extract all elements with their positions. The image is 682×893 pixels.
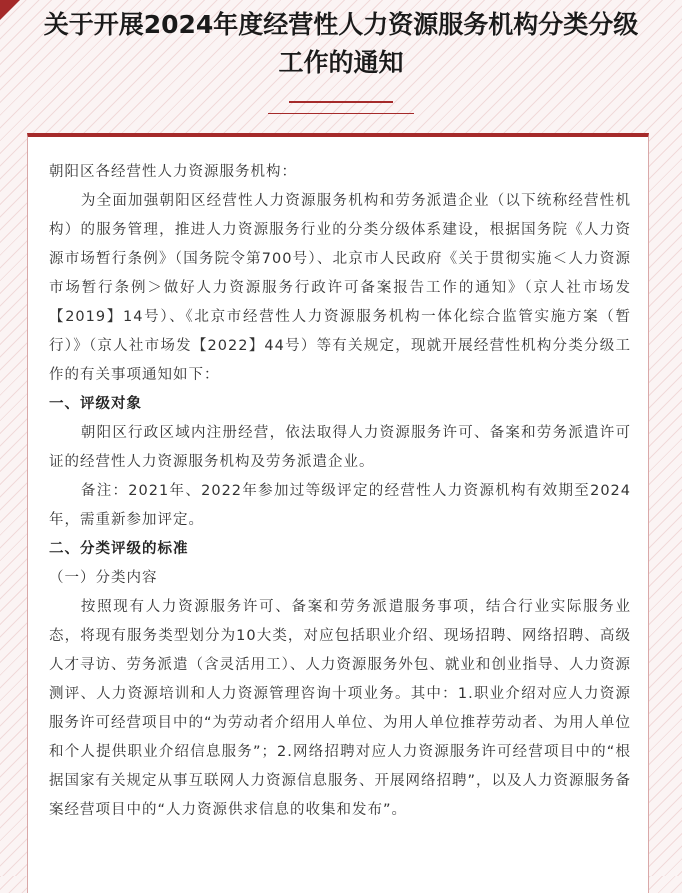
article-body <box>49 158 631 825</box>
section1-paragraph1: 朝阳区行政区域内注册经营，依法取得人力资源服务许可、备案和劳务派遣许可证的经营性人力资源服务机构及劳务派遣企业。 <box>49 425 631 470</box>
title-underline-thin <box>268 113 414 114</box>
section2-paragraph1: 按照现有人力资源服务许可、备案和劳务派遣服务事项，结合行业实际服务业态，将现有服务类型划分为10大类，对应包括职业介绍、现场招聘、网络招聘、高级人才寻访、劳务派遣（含灵活用工）、人力资源服务外包、就业和创业指导、人力资源测评、人力资源培训和人力资源管理咨询十项业务。其中：1.职业介绍对应人力资源服务许可经营项目中的“为劳动者介绍用人单位、为用人单位推荐劳动者、为用人单位和个人提供职业介绍信息服务”；2.网络招聘对应人力资源服务许可经营项目中的“根据国家有关规定从事互联网人力资源信息服务、开展网络招聘”，以及人力资源服务备案经营项目中的“人力资源供求信息的收集和发布”。 <box>49 599 632 818</box>
section1-paragraph2: 备注：2021年、2022年参加过等级评定的经营性人力资源机构有效期至2024年，需重新参加评定。 <box>49 483 631 528</box>
page-title <box>0 6 682 82</box>
section2-subheading: （一）分类内容 <box>49 570 158 586</box>
intro-paragraph: 为全面加强朝阳区经营性人力资源服务机构和劳务派遣企业（以下统称经营性机构）的服务管理，推进人力资源服务行业的分类分级体系建设，根据国务院《人力资源市场暂行条例》（国务院令第700号）、北京市人民政府《关于贯彻实施＜人力资源市场暂行条例＞做好人力资源服务行政许可备案报告工作的通知》（京人社市场发【2019】14号）、《北京市经营性人力资源服务机构一体化综合监管实施方案（暂行）》（京人社市场发【2022】44号）等有关规定，现就开展经营性机构分类分级工作的有关事项通知如下： <box>49 193 631 383</box>
page-title-line2: 工作的通知 <box>278 48 404 77</box>
section2-heading: 二、分类评级的标准 <box>49 541 189 557</box>
section1-heading: 一、评级对象 <box>49 396 142 412</box>
salutation: 朝阳区各经营性人力资源服务机构： <box>49 164 297 180</box>
title-underline <box>289 101 393 103</box>
page-title-line1: 关于开展2024年度经营性人力资源服务机构分类分级 <box>43 10 639 39</box>
